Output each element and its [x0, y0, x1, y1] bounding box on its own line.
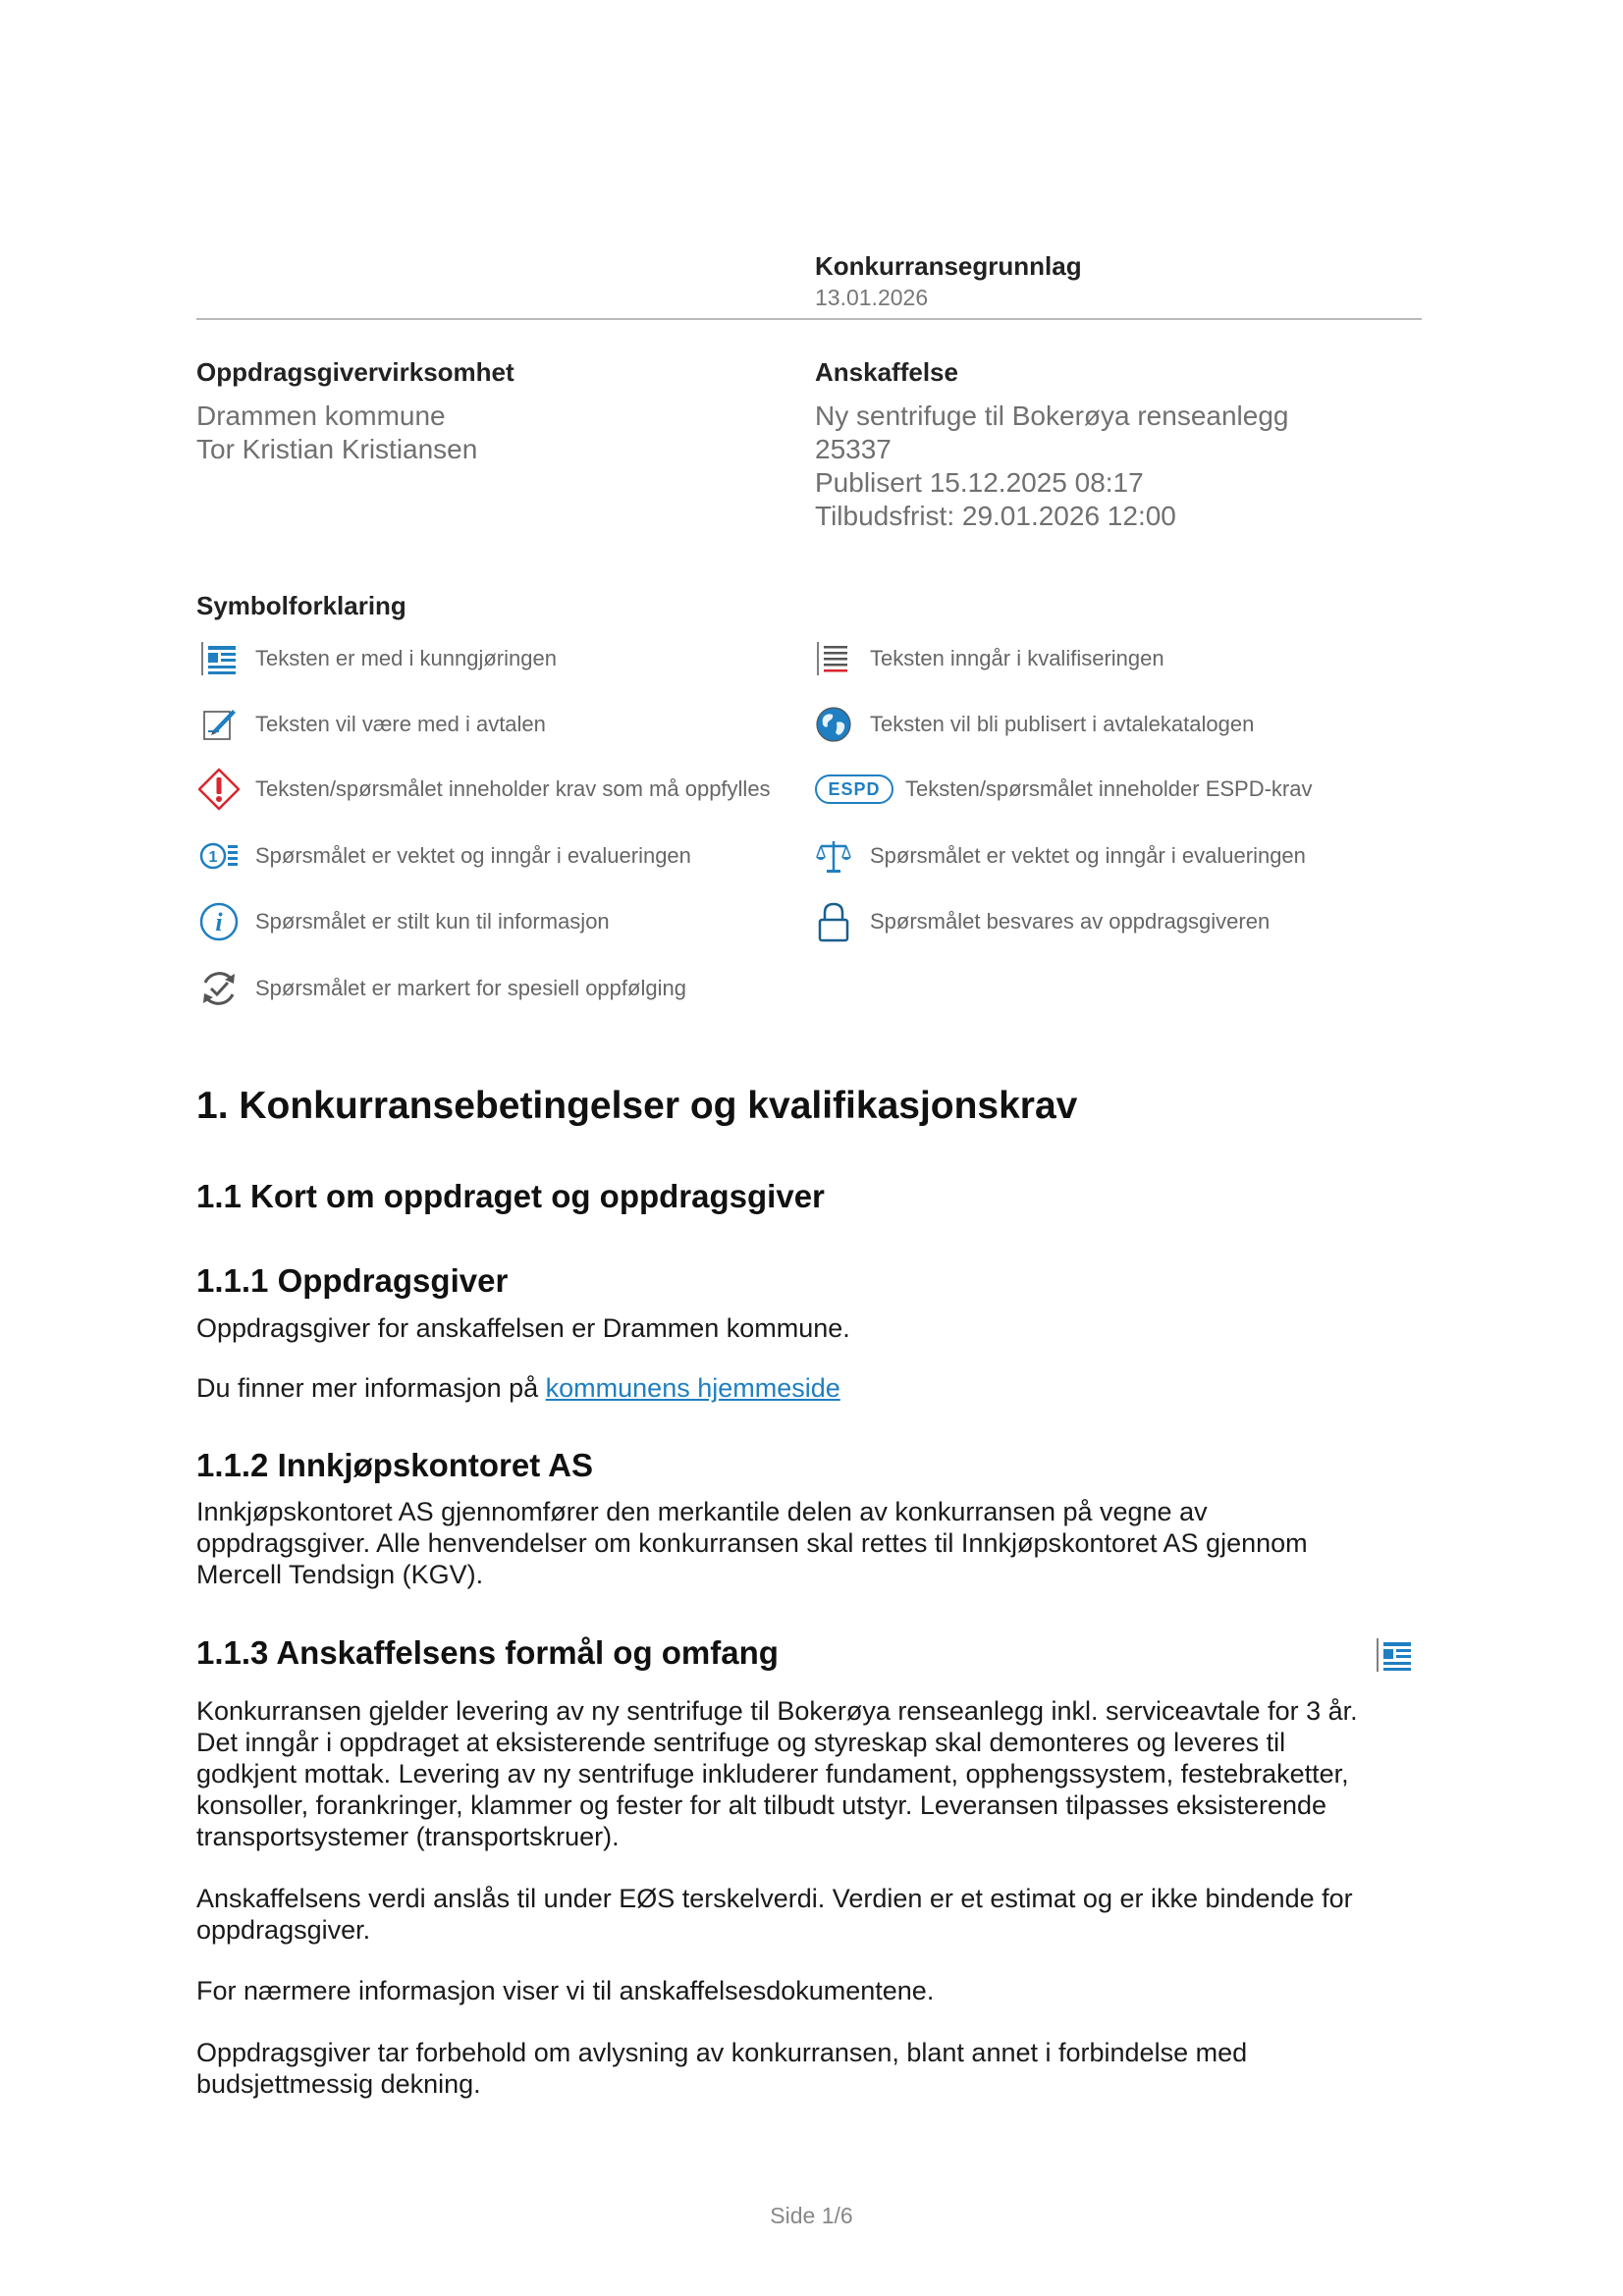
paragraph: Oppdragsgiver for anskaffelsen er Drammen kommune.: [196, 1313, 850, 1343]
legend-item: [196, 636, 557, 681]
paragraph-line: transportsystemer (transportskruer).: [196, 1822, 620, 1851]
paragraph-line: Innkjøpskontoret AS gjennomfører den merkantile delen av konkurransen på vegne av: [196, 1497, 1208, 1526]
legend-item: [196, 899, 610, 944]
paragraph-line: Anskaffelsens verdi anslås til under EØS terskelverdi. Verdien er et estimat og er ikke bindende for: [196, 1884, 1353, 1913]
qualification-list-icon: [811, 636, 856, 681]
procurement-id: 25337: [815, 434, 892, 464]
legend-item-label: Spørsmålet er markert for spesiell oppfølging: [255, 976, 686, 1000]
paragraph-line: Det inngår i oppdraget at eksisterende sentrifuge og styreskap skal demonteres og leveres til: [196, 1728, 1286, 1757]
section-1-1-2-heading: 1.1.2 Innkjøpskontoret AS: [196, 1447, 594, 1483]
espd-badge-icon: ESPD: [815, 774, 893, 804]
legend-item-label: Spørsmålet er vektet og inngår i evalueringen: [255, 843, 691, 868]
section-1-1-3-heading: 1.1.3 Anskaffelsens formål og omfang: [196, 1634, 779, 1671]
warning-diamond-icon: [196, 767, 242, 812]
globe-icon: [811, 702, 856, 747]
paragraph-text: Du finner mer informasjon på: [196, 1373, 546, 1403]
client-name: Drammen kommune: [196, 400, 446, 431]
header-divider: [196, 318, 1422, 320]
announcement-icon: [196, 636, 242, 681]
client-contact: Tor Kristian Kristiansen: [196, 434, 478, 464]
paragraph-line: oppdragsgiver.: [196, 1915, 371, 1945]
paragraph-line: Oppdragsgiver tar forbehold om avlysning av konkurransen, blant annet i forbindelse med: [196, 2038, 1248, 2067]
section-1-1-1-heading: 1.1.1 Oppdragsgiver: [196, 1262, 509, 1299]
procurement-deadline: Tilbudsfrist: 29.01.2026 12:00: [815, 501, 1176, 531]
section-1-heading: 1. Konkurransebetingelser og kvalifikasjonskrav: [196, 1085, 1078, 1127]
section-1-1-heading: 1.1 Kort om oppdraget og oppdragsgiver: [196, 1178, 825, 1214]
legend-item: [815, 767, 1313, 812]
page-number: Side 1/6: [770, 2203, 853, 2228]
document-type: Konkurransegrunnlag: [815, 251, 1082, 281]
legend-item-label: Teksten vil være med i avtalen: [255, 712, 546, 736]
legend-item: [811, 899, 1270, 944]
paragraph-line: oppdragsgiver. Alle henvendelser om konkurransen skal rettes til Innkjøpskontoret AS gjennom: [196, 1528, 1308, 1558]
contract-pen-icon: [196, 702, 242, 747]
paragraph-line: godkjent mottak. Levering av ny sentrifuge inkluderer fundament, opphengssystem, festebraketter,: [196, 1759, 1349, 1789]
paragraph-line: Mercell Tendsign (KGV).: [196, 1560, 484, 1589]
legend-item: [811, 636, 1164, 681]
legend-item-label: Teksten inngår i kvalifiseringen: [870, 646, 1164, 670]
paragraph-line: konsoller, forankringer, klammer og fester for alt tilbudt utstyr. Leveransen tilpasses eksisterende: [196, 1790, 1327, 1820]
paragraph: [196, 1372, 1424, 1404]
procurement-heading: Anskaffelse: [815, 357, 958, 387]
legend-item: [811, 833, 1306, 879]
legend-item: [196, 966, 686, 1011]
scales-icon: [811, 833, 856, 879]
weighted-number-icon: [196, 833, 242, 879]
svg-text:1: 1: [208, 849, 218, 866]
followup-check-icon: [196, 966, 242, 1011]
document-date: 13.01.2026: [815, 285, 929, 310]
procurement-title: Ny sentrifuge til Bokerøya renseanlegg: [815, 400, 1289, 431]
legend-item-label: Teksten/spørsmålet inneholder krav som må oppfylles: [255, 776, 771, 801]
legend-item: [196, 767, 771, 812]
legend-item-label: Teksten vil bli publisert i avtalekatalogen: [870, 712, 1255, 736]
paragraph-line: budsjettmessig dekning.: [196, 2069, 481, 2099]
legend-item-label: Teksten er med i kunngjøringen: [255, 646, 557, 670]
lock-icon: [811, 899, 856, 944]
info-icon: [196, 899, 242, 944]
announcement-icon: [1375, 1635, 1414, 1680]
legend-item-label: Spørsmålet er stilt kun til informasjon: [255, 909, 610, 934]
paragraph-line: Konkurransen gjelder levering av ny sentrifuge til Bokerøya renseanlegg inkl. serviceavtale for 3 år.: [196, 1696, 1358, 1726]
legend-item: [811, 702, 1254, 747]
legend-item-label: Spørsmålet besvares av oppdragsgiveren: [870, 909, 1271, 934]
client-heading: Oppdragsgivervirksomhet: [196, 357, 514, 387]
legend-item: [196, 702, 546, 747]
legend-title: Symbolforklaring: [196, 591, 406, 620]
legend-item: [196, 833, 691, 879]
procurement-published: Publisert 15.12.2025 08:17: [815, 467, 1144, 498]
svg-text:i: i: [215, 908, 223, 936]
legend-item-label: Spørsmålet er vektet og inngår i evalueringen: [870, 843, 1306, 868]
municipality-homepage-link[interactable]: kommunens hjemmeside: [545, 1373, 840, 1403]
legend-item-label: Teksten/spørsmålet inneholder ESPD-krav: [905, 776, 1313, 801]
paragraph: For nærmere informasjon viser vi til anskaffelsesdokumentene.: [196, 1976, 935, 2005]
